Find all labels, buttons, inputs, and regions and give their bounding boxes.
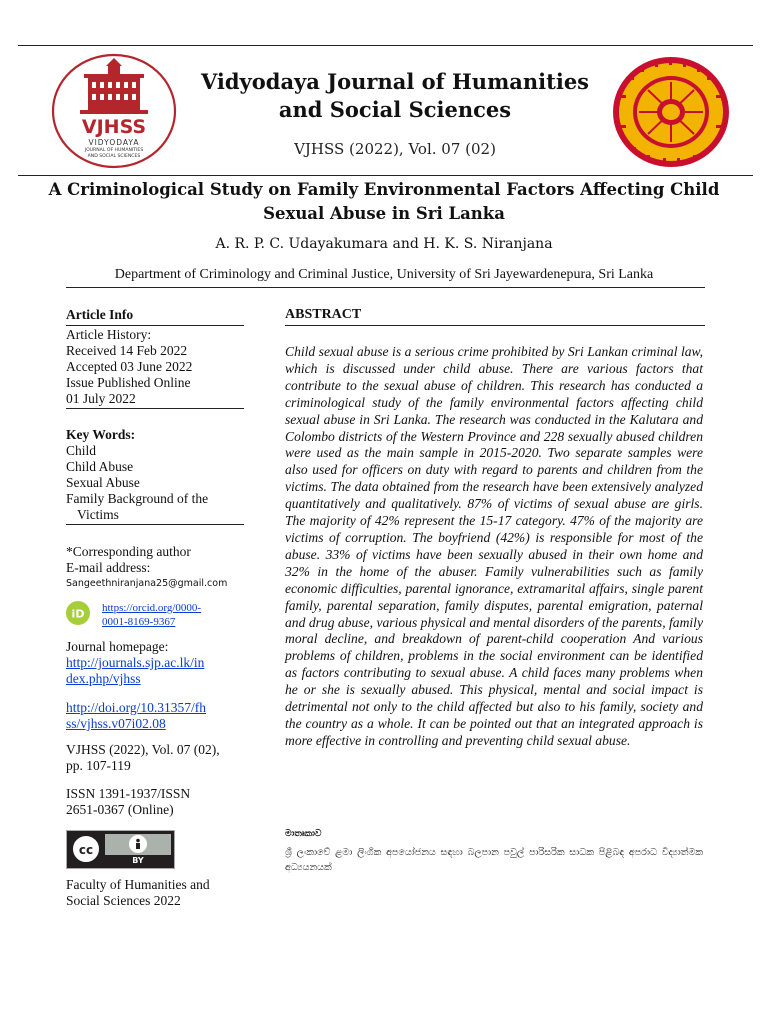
sinhala-title: ශ්‍රී ලංකාවේ ළමා ලිංගික අපයෝජනය සඳහා බලපාන පවුල් පාරිසරික සාධක පිළිබඳ අපරාධ විද්‍යාත්මක අධ්‍යයනයක් [285,847,703,873]
svg-text:iD: iD [71,607,85,621]
journal-homepage-section [66,639,244,687]
faculty-line1: Faculty of Humanities and [66,877,210,892]
orcid-link-line1[interactable]: https://orcid.org/0000- [102,602,202,614]
article-info-heading: Article Info [66,307,134,322]
svg-text:cc: cc [78,843,94,857]
logo-caption-2: AND SOCIAL SCIENCES [87,154,141,159]
doi-link-line2[interactable]: ss/vjhss.v07i02.08 [66,716,166,731]
citation-section [66,742,244,774]
abstract-rule [285,325,705,326]
doi-link-line1[interactable]: http://doi.org/10.31357/fh [66,700,207,715]
homepage-label: Journal homepage: [66,639,169,654]
corresponding-author: *Corresponding author [66,544,191,559]
top-rule [18,45,753,46]
keywords-rule [66,524,244,525]
affiliation-rule [66,287,705,288]
citation-line1: VJHSS (2022), Vol. 07 (02), [66,742,220,757]
vjhss-logo [50,52,178,170]
email-label: E-mail address: [66,560,151,575]
sinhala-title-label: මාතෘකාව [285,829,322,839]
journal-issue: VJHSS (2022), Vol. 07 (02) [294,140,496,158]
abstract-text: Child sexual abuse is a serious crime prohibited by Sri Lankan criminal law, which is discussed under child abuse. There are various factors that contribute to the sexual abuse of children. This research has conducted a criminological study of the family environmental factors affecting child sexual abuse in Sri Lanka. The research was conducted in the Kalutara and Colombo districts of the Western Province and 228 sexually abused children were used as the main sample in 2015-2020. Two separate samples were also used for officers on duty with regard to parents and children from the victims. The data obtained from the research have been extensively analyzed quantitatively and qualitatively. 87% of victims of sexual abuse are girls. The majority of 42% represent the 15-17 category. 47% of the majority are victims of corruption. The boyfriend (42%) is responsible for most of the abuse. 33% of victims have been sexually abused in their own home and 32% in the home of the abuser. Family vulnerabilities such as family economic difficulties, parental ignorance, extramarital affairs, single parent family, parental separation, family disputes, parental emigration, paternal and drug abuse, various physical and mental disorders of the parents, family moral decline, and breakdown of parent-child cooperation And various problems of children, problems in the social environment can be identified as factors contributing to sexual abuse. A child faces many problems when he or she is sexually abused. This physical, mental and social impact is detrimental not only to the child affected but also to his family, society and the country as a whole. It can be pointed out that an integrated approach is more effective in controlling and preventing child sexual abuse. [285,344,703,748]
history-line: 01 July 2022 [66,391,136,406]
citation-line2: pp. 107-119 [66,758,131,773]
header-bottom-rule [18,175,753,176]
article-history [66,327,244,407]
article-authors: A. R. P. C. Udayakumara and H. K. S. Niranjana [215,236,553,252]
keyword-item: Sexual Abuse [66,475,140,490]
orcid-icon [66,601,90,625]
orcid-link[interactable] [102,601,252,629]
journal-title: Vidyodaya Journal of Humanities and Social Sciences [200,69,590,122]
article-affiliation: Department of Criminology and Criminal Justice, University of Sri Jayewardenepura, Sri Lanka [114,267,654,282]
contact-section [66,544,244,592]
homepage-link-line2[interactable]: dex.php/vjhss [66,671,141,686]
keyword-item: Family Background of the [66,491,209,506]
logo-text: VJHSS [81,116,147,138]
homepage-link-line1[interactable]: http://journals.sjp.ac.lk/in [66,655,205,670]
keyword-item: Child [66,443,97,458]
cc-by-license-badge[interactable] [66,830,175,869]
keywords-section [66,427,244,523]
history-line: Received 14 Feb 2022 [66,343,188,358]
license-badge-label: BY [132,856,144,865]
faculty-section [66,877,244,909]
issn-line2: 2651-0367 (Online) [66,802,174,817]
issn-line1: ISSN 1391-1937/ISSN [66,786,191,801]
email-address: Sangeethniranjana25@gmail.com [66,578,228,589]
faculty-line2: Social Sciences 2022 [66,893,181,908]
university-seal-logo [611,55,731,169]
orcid-link-line2[interactable]: 0001-8169-9367 [102,616,176,628]
history-line: Accepted 03 June 2022 [66,359,193,374]
issn-section [66,786,244,818]
history-line: Issue Published Online [66,375,191,390]
logo-caption-1: JOURNAL OF HUMANITIES [84,148,144,153]
history-line: Article History: [66,327,152,342]
logo-subtitle: VIDYODAYA [88,138,140,147]
keywords-heading: Key Words: [66,427,136,442]
doi-section [66,700,244,732]
history-rule [66,408,244,409]
article-title: A Criminological Study on Family Environmental Factors Affecting Child Sexual Abuse in Sri Lanka [48,180,720,223]
keyword-item: Victims [77,507,119,522]
abstract-heading: ABSTRACT [285,307,362,322]
keyword-item: Child Abuse [66,459,134,474]
article-info-section [66,307,244,323]
article-info-rule [66,325,244,326]
